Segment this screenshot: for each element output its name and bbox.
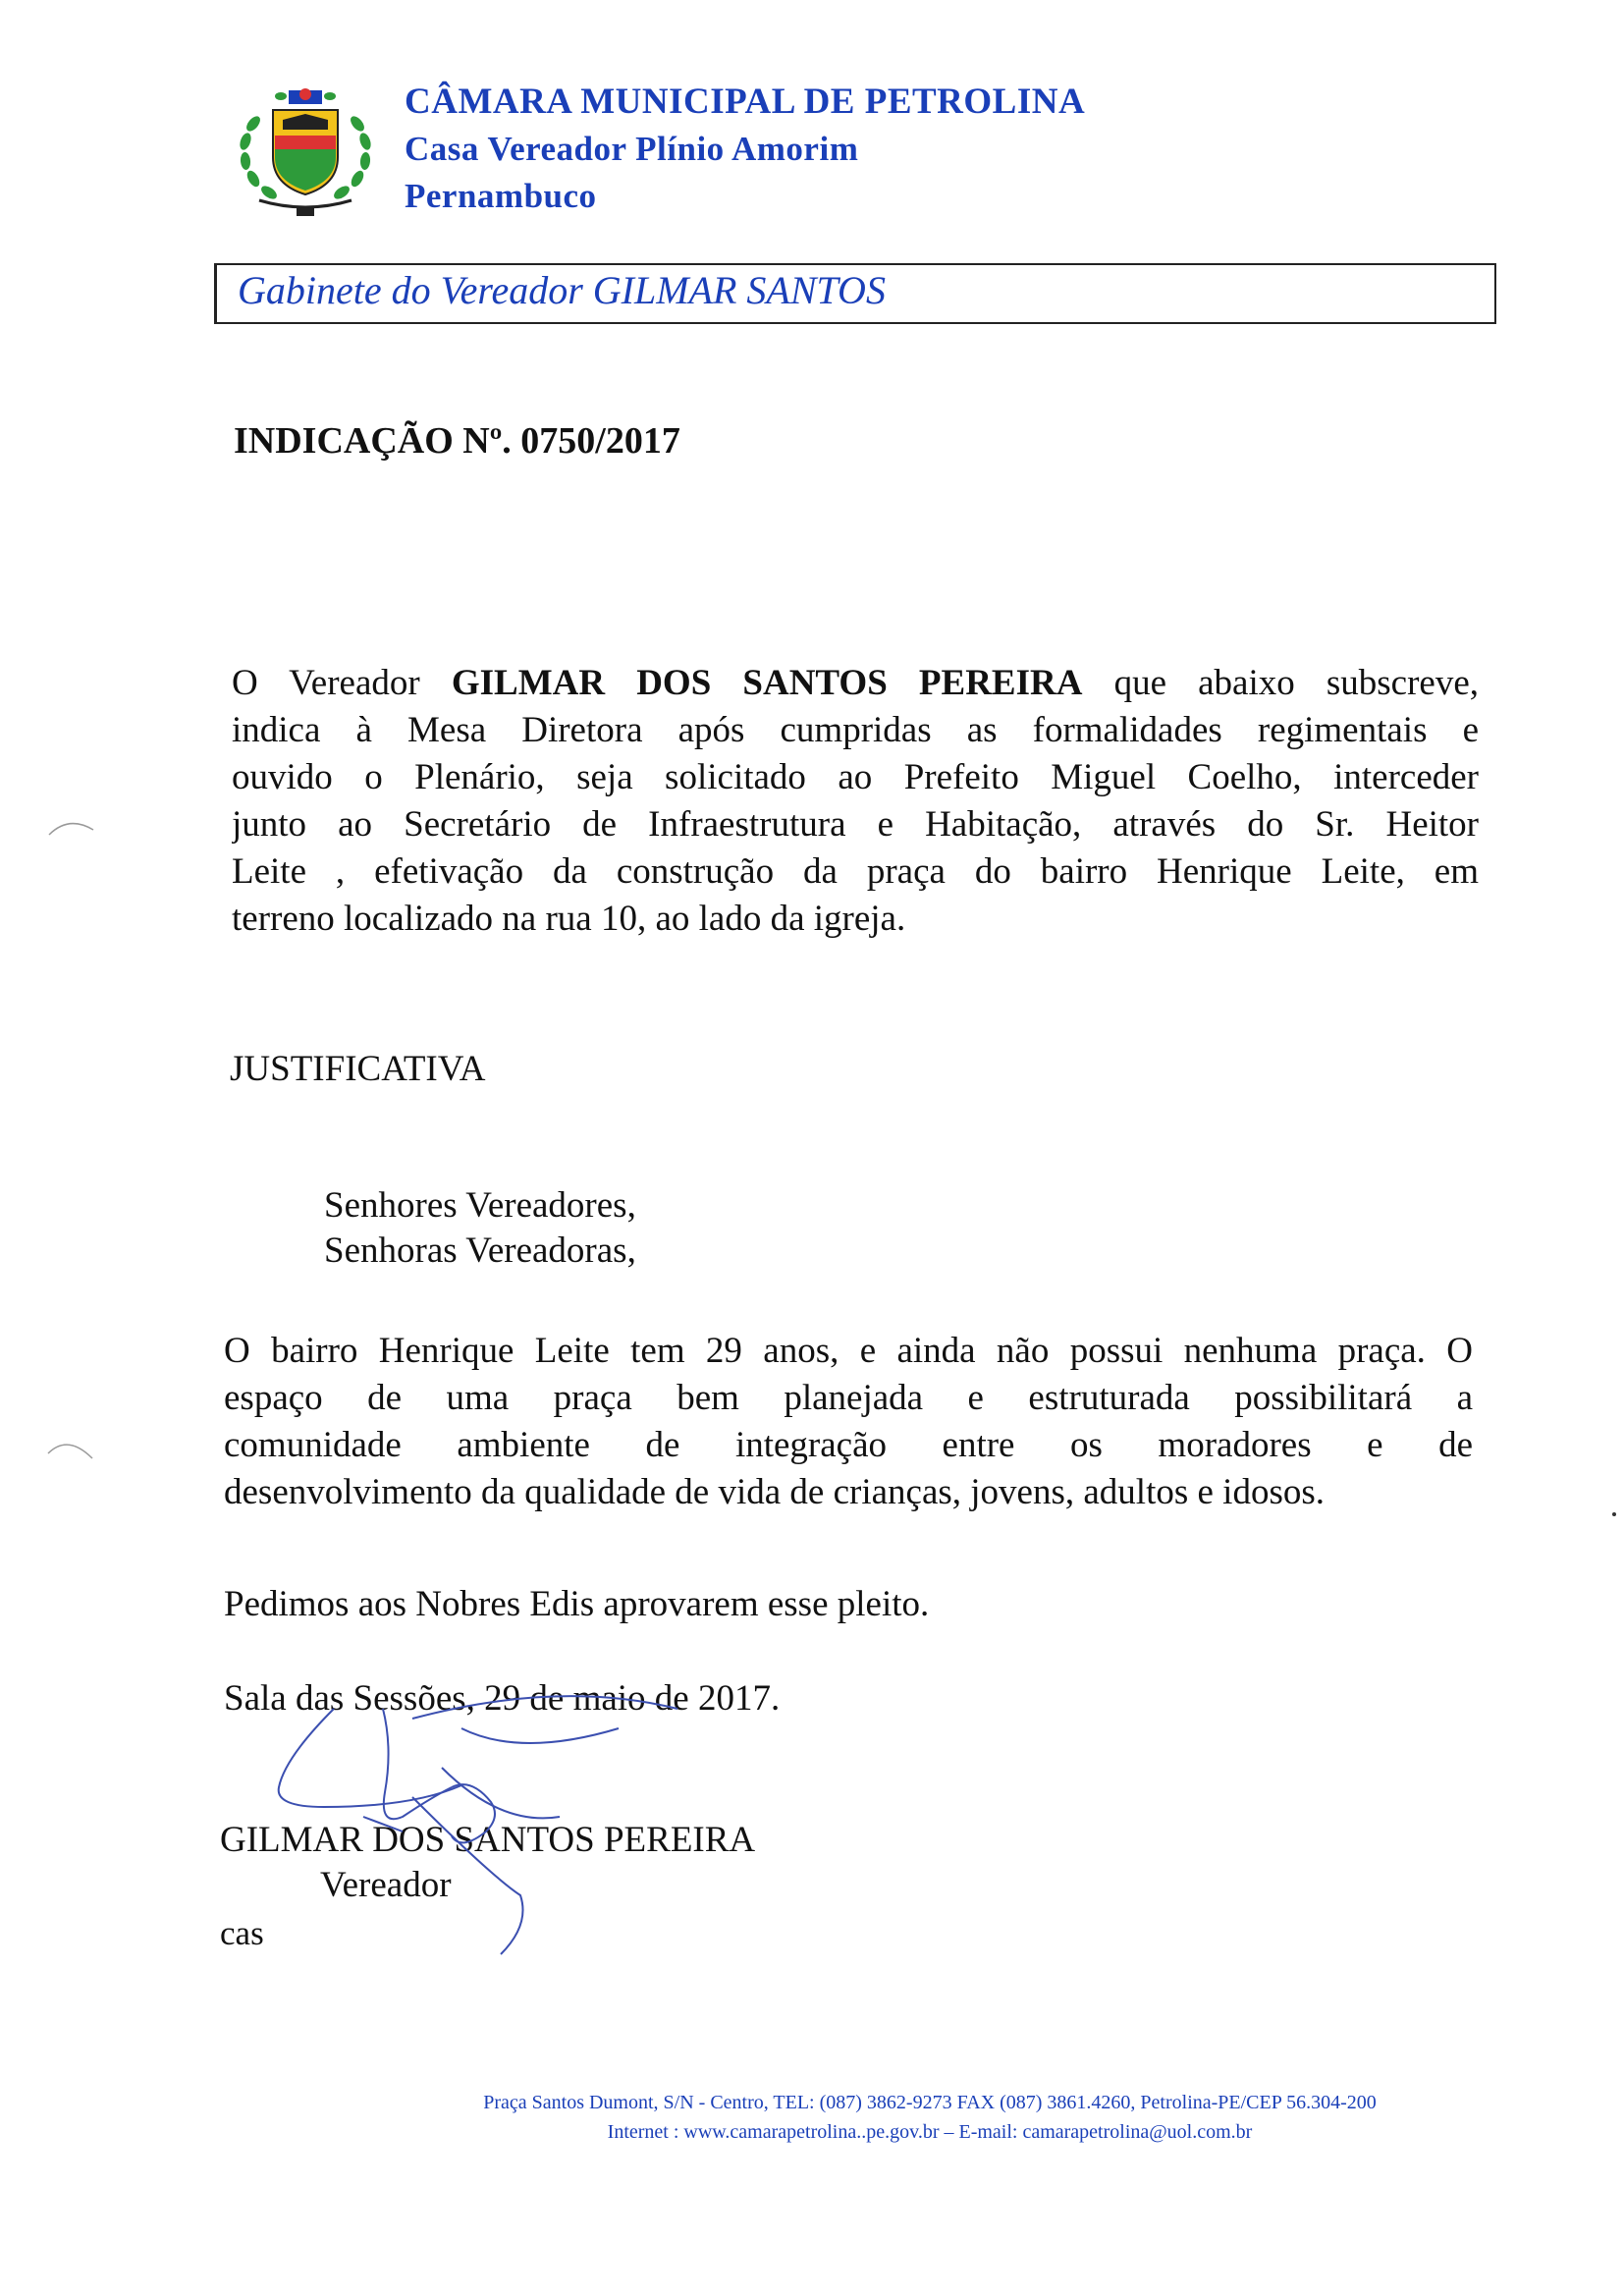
scan-mark: [39, 805, 98, 845]
salutation-line: Senhoras Vereadoras,: [324, 1230, 636, 1271]
chamber-name: CÂMARA MUNICIPAL DE PETROLINA: [405, 82, 1086, 122]
state-name: Pernambuco: [405, 177, 597, 215]
paragraph-line: O bairro Henrique Leite tem 29 anos, e ainda não possui nenhuma praça. O: [224, 1331, 1473, 1371]
request-paragraph: Pedimos aos Nobres Edis aprovarem esse pleito.: [224, 1584, 930, 1624]
municipal-coat-of-arms-logo: [232, 84, 379, 222]
signatory-role: Vereador: [320, 1865, 452, 1905]
paragraph-line: espaço de uma praça bem planejada e estruturada possibilitará a: [224, 1378, 1473, 1418]
date-line: Sala das Sessões, 29 de maio de 2017.: [224, 1678, 781, 1719]
paragraph-line: [232, 660, 1479, 707]
text-suffix: que abaixo subscreve,: [1082, 663, 1479, 703]
paragraph-line: terreno localizado na rua 10, ao lado da igreja.: [232, 899, 906, 939]
paragraph-line: indica à Mesa Diretora após cumpridas as formalidades regimentais e: [232, 710, 1479, 750]
typist-initials: cas: [220, 1914, 264, 1952]
justification-heading: JUSTIFICATIVA: [230, 1049, 486, 1089]
signatory-name: GILMAR DOS SANTOS PEREIRA: [220, 1820, 756, 1860]
handwritten-signature: [265, 1669, 717, 1964]
paragraph-line: desenvolvimento da qualidade de vida de crianças, jovens, adultos e idosos.: [224, 1472, 1326, 1512]
footer-contact: Internet : www.camarapetrolina..pe.gov.br – E-mail: camarapetrolina@uol.com.br: [607, 2121, 1253, 2143]
office-banner-text: Gabinete do Vereador GILMAR SANTOS: [238, 268, 886, 312]
paragraph-indication: [232, 660, 1479, 943]
paragraph-line: ouvido o Plenário, seja solicitado ao Prefeito Miguel Coelho, interceder: [232, 757, 1479, 797]
paragraph-line: comunidade ambiente de integração entre os moradores e de: [224, 1425, 1473, 1465]
scan-mark: [43, 1429, 102, 1478]
paragraph-line: Leite , efetivação da construção da praça do bairro Henrique Leite, em: [232, 851, 1479, 892]
paragraph-line: junto ao Secretário de Infraestrutura e Habitação, através do Sr. Heitor: [232, 804, 1479, 845]
document-title: INDICAÇÃO Nº. 0750/2017: [234, 420, 680, 462]
councilor-name: GILMAR DOS SANTOS PEREIRA: [451, 663, 1083, 703]
house-name: Casa Vereador Plínio Amorim: [405, 130, 859, 168]
paragraph-justification: [224, 1328, 1473, 1516]
text-prefix: O Vereador: [232, 663, 452, 703]
scan-dot: [1612, 1512, 1616, 1516]
footer-address: Praça Santos Dumont, S/N - Centro, TEL: (087) 3862-9273 FAX (087) 3861.4260, Petrolina-PE/CEP 56.304-200: [483, 2092, 1377, 2113]
salutation-line: Senhores Vereadores,: [324, 1185, 636, 1226]
